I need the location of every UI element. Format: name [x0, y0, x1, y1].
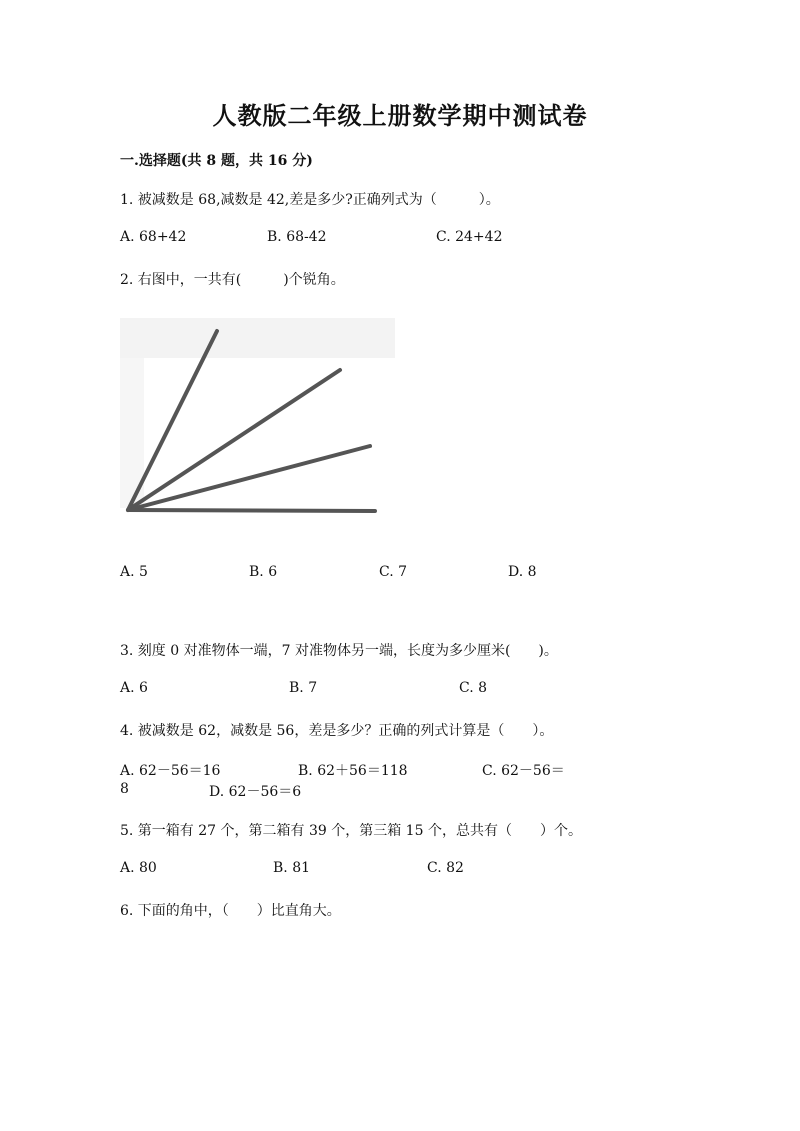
question-2-option-b: B. 6	[249, 564, 278, 580]
question-4-option-d: D. 62－56＝6	[209, 784, 302, 800]
acute-angles-figure	[120, 318, 395, 523]
exam-title: 人教版二年级上册数学期中测试卷	[212, 101, 588, 130]
question-1-option-c: C. 24+42	[436, 229, 503, 245]
question-6-stem: 6. 下面的角中，（ ）比直角大。	[120, 903, 341, 919]
question-3-option-a: A. 6	[120, 680, 148, 696]
question-1-option-a: A. 68+42	[120, 229, 187, 245]
question-3-option-c: C. 8	[459, 680, 488, 696]
question-2-option-a: A. 5	[120, 564, 148, 580]
question-5-option-b: B. 81	[273, 860, 311, 876]
question-5-option-a: A. 80	[120, 860, 157, 876]
angle-ray-2	[128, 370, 340, 510]
question-4-option-b: B. 62＋56＝118	[298, 763, 408, 779]
question-5-option-c: C. 82	[427, 860, 464, 876]
angle-ray-4	[128, 510, 375, 511]
question-5-stem: 5. 第一箱有 27 个，第二箱有 39 个，第三箱 15 个，总共有（ ）个。	[120, 823, 582, 839]
figure-scan-background	[120, 318, 395, 358]
question-2-stem: 2. 右图中，一共有( )个锐角。	[120, 272, 345, 288]
question-4-option-c: C. 62－56＝	[482, 763, 565, 779]
section-heading: 一.选择题(共 8 题，共 16 分)	[120, 153, 313, 169]
question-1-stem: 1. 被减数是 68,减数是 42,差是多少?正确列式为（ ）。	[120, 192, 500, 208]
question-3-stem: 3. 刻度 0 对准物体一端，7 对准物体另一端，长度为多少厘米( )。	[120, 643, 558, 659]
question-2-option-d: D. 8	[508, 564, 537, 580]
question-4-stem: 4. 被减数是 62，减数是 56，差是多少？正确的列式计算是（ ）。	[120, 723, 554, 739]
question-4-option-c-wrap: 8	[120, 781, 129, 797]
angle-ray-3	[128, 446, 370, 510]
question-3-option-b: B. 7	[289, 680, 318, 696]
question-4-option-a: A. 62－56＝16	[120, 763, 221, 779]
question-2-option-c: C. 7	[379, 564, 408, 580]
question-1-option-b: B. 68-42	[267, 229, 327, 245]
